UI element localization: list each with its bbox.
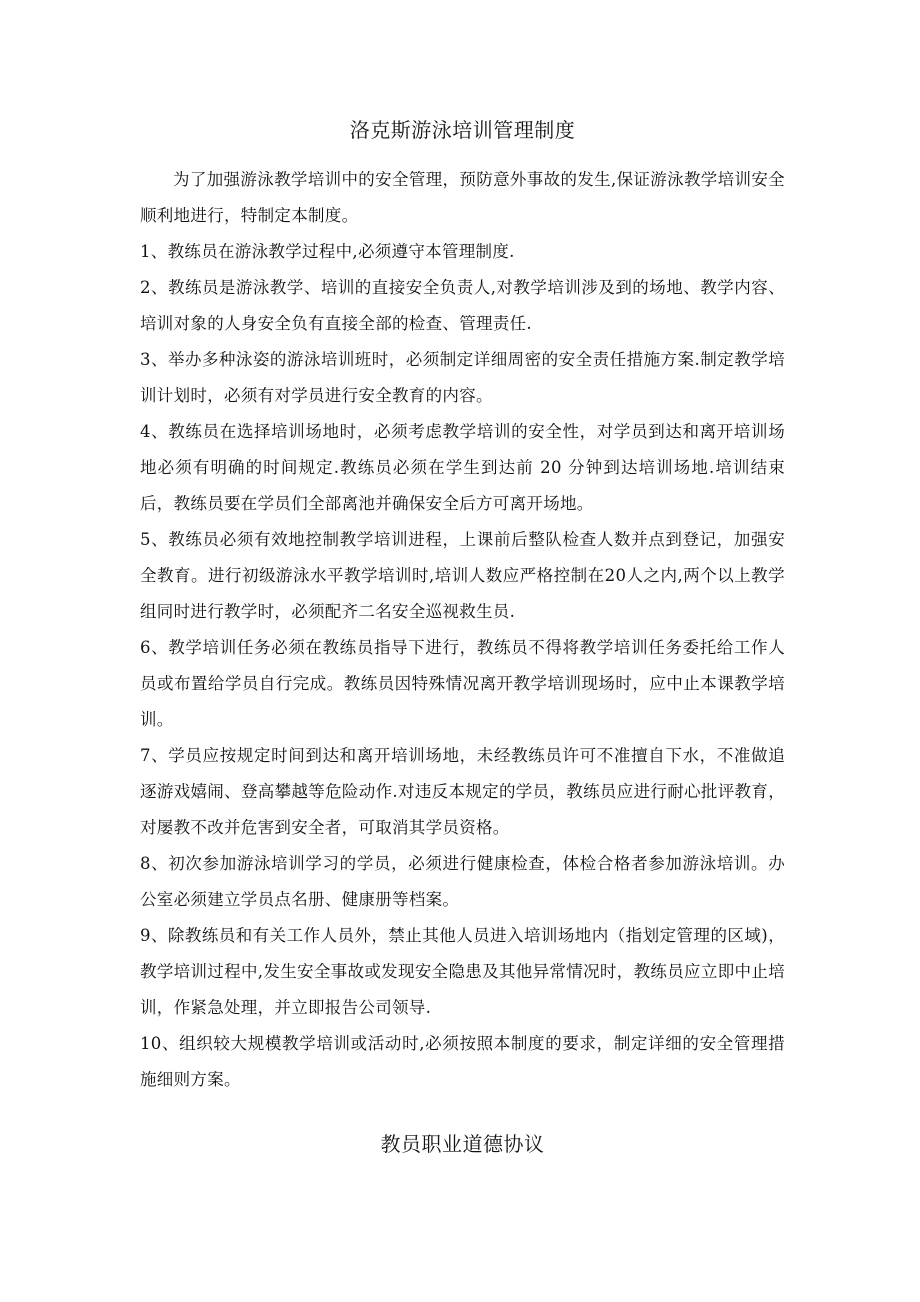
second-section-title: 教员职业道德协议: [380, 1132, 545, 1156]
clause-10: 10、组织较大规模教学培训或活动时,必须按照本制度的要求，制定详细的安全管理措施细则方案。: [140, 1034, 785, 1089]
clause-9: 9、除教练员和有关工作人员外，禁止其他人员进入培训场地内（指划定管理的区域)，教学培训过程中,发生安全事故或发现安全隐患及其他异常情况时，教练员应立即中止培训，作紧急处理，并立即报告公司领导.: [140, 926, 785, 1017]
clause-1: 1、教练员在游泳教学过程中,必须遵守本管理制度.: [140, 242, 515, 261]
clause-8: 8、初次参加游泳培训学习的学员，必须进行健康检查，体检合格者参加游泳培训。办公室必须建立学员点名册、健康册等档案。: [140, 854, 785, 909]
clause-2: 2、教练员是游泳教学、培训的直接安全负责人,对教学培训涉及到的场地、教学内容、培训对象的人身安全负有直接全部的检查、管理责任.: [140, 278, 785, 333]
document-page: [140, 112, 785, 1162]
clause-7: 7、学员应按规定时间到达和离开培训场地，未经教练员许可不准擅自下水，不准做追逐游戏嬉闹、登高攀越等危险动作.对违反本规定的学员，教练员应进行耐心批评教育，对屡教不改并危害到安全者，可取消其学员资格。: [140, 746, 785, 837]
document-title: 洛克斯游泳培训管理制度: [349, 118, 576, 142]
intro-paragraph: 为了加强游泳教学培训中的安全管理，预防意外事故的发生,保证游泳教学培训安全顺利地进行，特制定本制度。: [140, 170, 785, 225]
clause-4: 4、教练员在选择培训场地时，必须考虑教学培训的安全性，对学员到达和离开培训场地必须有明确的时间规定.教练员必须在学生到达前 20 分钟到达培训场地.培训结束后，教练员要在学员们全部离池并确保安全后方可离开场地。: [140, 422, 785, 513]
clause-6: 6、教学培训任务必须在教练员指导下进行，教练员不得将教学培训任务委托给工作人员或布置给学员自行完成。教练员因特殊情况离开教学培训现场时，应中止本课教学培训。: [140, 638, 785, 729]
clause-3: 3、举办多种泳姿的游泳培训班时，必须制定详细周密的安全责任措施方案.制定教学培训计划时，必须有对学员进行安全教育的内容。: [140, 350, 785, 405]
clause-5: 5、教练员必须有效地控制教学培训进程，上课前后整队检查人数并点到登记，加强安全教育。进行初级游泳水平教学培训时,培训人数应严格控制在20人之内,两个以上教学组同时进行教学时，必须配齐二名安全巡视救生员.: [140, 530, 785, 621]
